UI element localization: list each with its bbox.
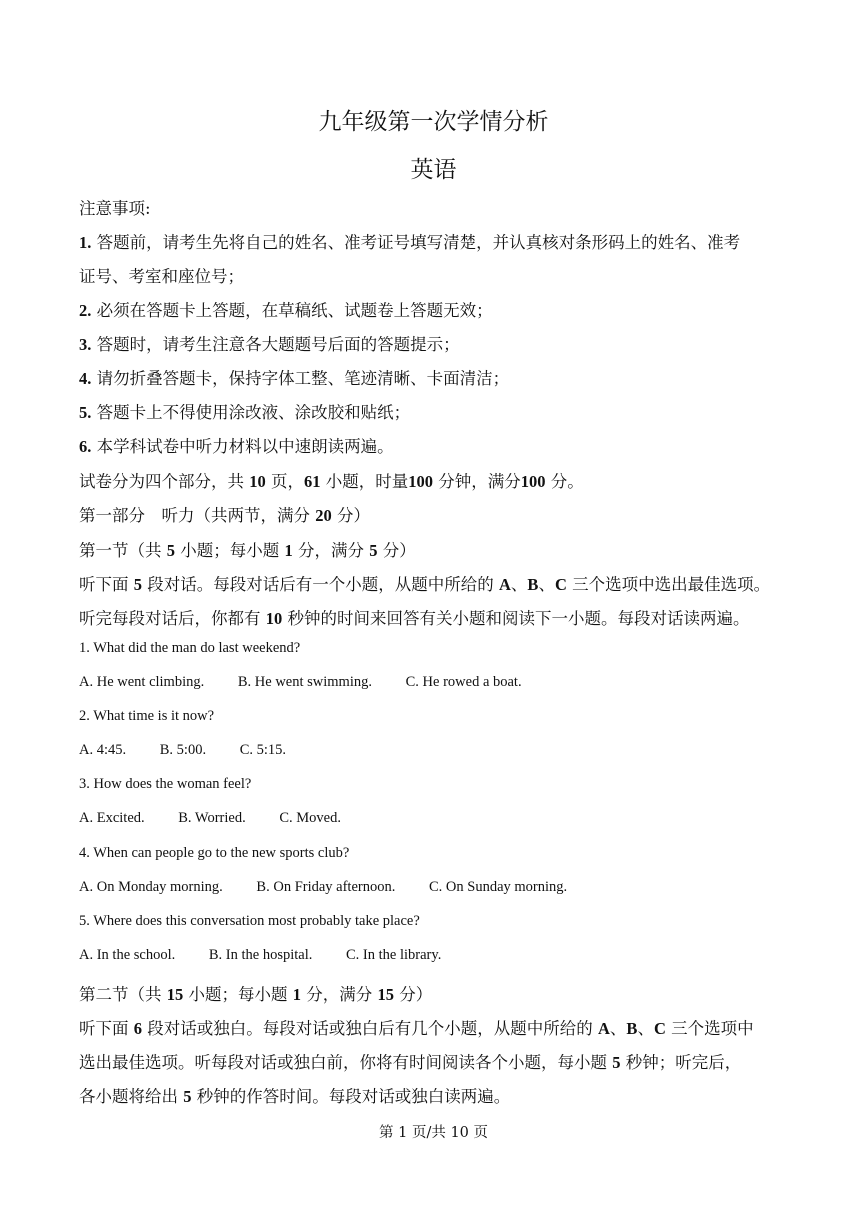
option-letter: B <box>527 575 539 594</box>
section-2-instruction-3 <box>79 1083 510 1107</box>
instruction-text: 听下面 <box>79 1019 129 1038</box>
notice-item-number: 3. <box>79 335 92 354</box>
section-2-text: 分，满分 <box>306 985 373 1004</box>
option-b: B. He went swimming. <box>237 674 372 690</box>
option-c: C. Moved. <box>279 810 341 826</box>
section-2-text: 分） <box>399 985 433 1004</box>
page-footer: 第 1 页/共 10 页 <box>379 1125 488 1141</box>
instruction-text: 段对话或独白。每段对话或独白后有几个小题，从题中所给的 <box>147 1019 593 1038</box>
notice-item-number: 1. <box>79 233 92 252</box>
option-c: C. He rowed a boat. <box>405 674 522 690</box>
section-2-text: 小题；每小题 <box>188 985 288 1004</box>
question-4: 4. When can people go to the new sports club? <box>79 845 350 861</box>
summary-text: 页， <box>271 472 304 491</box>
option-a: A. He went climbing. <box>79 674 205 690</box>
option-a: A. Excited. <box>79 810 145 826</box>
question-5: 5. Where does this conversation most probably take place? <box>79 913 420 929</box>
instruction-number: 5 <box>183 1087 192 1106</box>
option-letter: A <box>598 1019 610 1038</box>
subject-title: 英语 <box>410 157 457 183</box>
part-1-heading <box>79 502 370 526</box>
summary-time: 100 <box>408 472 433 491</box>
option-letter: B <box>626 1019 638 1038</box>
instruction-text: 秒钟的作答时间。每段对话或独白读两遍。 <box>196 1087 511 1106</box>
instruction-text: 听下面 <box>79 575 129 594</box>
notice-item-5 <box>79 399 410 423</box>
section-2-total: 15 <box>377 985 394 1004</box>
section-1-text: 第一节（共 <box>79 541 162 560</box>
part-1-text: 第一部分 听力（共两节，满分 <box>79 506 310 525</box>
section-2-instruction-2 <box>79 1049 741 1073</box>
instruction-text: 各小题将给出 <box>79 1087 178 1106</box>
notice-item-text: 答题前，请考生先将自己的姓名、准考证号填写清楚，并认真核对条形码上的姓名、准考 <box>96 233 741 252</box>
notice-item-number: 6. <box>79 437 92 456</box>
question-2-options <box>79 742 316 759</box>
option-a: A. 4:45. <box>79 742 127 758</box>
instruction-text: 段对话。每段对话后有一个小题，从题中所给的 <box>147 575 494 594</box>
question-1-options <box>79 674 552 691</box>
separator: 、 <box>637 1019 654 1038</box>
instruction-text: 三个选项中 <box>671 1019 754 1038</box>
instruction-text: 秒钟的时间来回答有关小题和阅读下一小题。每段对话读两遍。 <box>287 609 750 628</box>
section-2-count: 15 <box>166 985 184 1004</box>
question-1: 1. What did the man do last weekend? <box>79 640 301 656</box>
option-letter: A <box>499 575 511 594</box>
option-letter: C <box>653 1019 666 1038</box>
summary-text: 分。 <box>550 472 584 491</box>
notice-item-6 <box>79 433 394 457</box>
section-1-text: 小题；每小题 <box>180 541 280 560</box>
notice-item-text: 必须在答题卡上答题，在草稿纸、试题卷上答题无效； <box>96 301 493 320</box>
section-1-each: 1 <box>284 541 293 560</box>
instruction-number: 6 <box>133 1019 142 1038</box>
summary-text: 小题，时量 <box>325 472 409 491</box>
option-c: C. On Sunday morning. <box>428 879 568 895</box>
instruction-text: 选出最佳选项。听每段对话或独白前，你将有时间阅读各个小题，每小题 <box>79 1053 607 1072</box>
notice-item-4 <box>79 365 509 389</box>
option-b: B. On Friday afternoon. <box>256 879 396 895</box>
notice-item-2 <box>79 297 493 321</box>
section-1-text: 分） <box>382 541 416 560</box>
summary-score: 100 <box>520 472 546 491</box>
summary-text: 试卷分为四个部分，共 <box>79 472 244 491</box>
notice-item-text: 本学科试卷中听力材料以中速朗读两遍。 <box>96 437 394 456</box>
option-b: B. Worried. <box>178 810 246 826</box>
notice-item-text: 答题时，请考生注意各大题题号后面的答题提示； <box>96 335 460 354</box>
section-2-text: 第二节（共 <box>79 985 162 1004</box>
notice-item-number: 4. <box>79 369 92 388</box>
notice-item-text: 答题卡上不得使用涂改液、涂改胶和贴纸； <box>96 403 411 422</box>
section-2-heading <box>79 981 432 1005</box>
notice-item-3 <box>79 331 460 355</box>
section-1-text: 分，满分 <box>298 541 364 560</box>
notice-heading: 注意事项: <box>79 199 151 218</box>
notice-item-number: 5. <box>79 403 92 422</box>
question-2: 2. What time is it now? <box>79 708 215 724</box>
section-1-count: 5 <box>166 541 175 560</box>
part-1-score: 20 <box>315 506 332 525</box>
summary-text: 分钟，满分 <box>438 472 521 491</box>
separator: 、 <box>538 575 555 594</box>
notice-item-1 <box>79 229 740 253</box>
option-letter: C <box>554 575 567 594</box>
summary-questions: 61 <box>304 472 321 491</box>
summary-pages: 10 <box>249 472 266 491</box>
instruction-text: 听完每段对话后，你都有 <box>79 609 261 628</box>
instruction-number: 5 <box>612 1053 621 1072</box>
option-b: B. In the hospital. <box>208 947 313 963</box>
option-a: A. In the school. <box>79 947 176 963</box>
option-b: B. 5:00. <box>159 742 207 758</box>
option-a: A. On Monday morning. <box>79 879 223 895</box>
question-3-options <box>79 810 371 827</box>
notice-item-number: 2. <box>79 301 92 320</box>
exam-summary <box>79 468 584 492</box>
question-5-options <box>79 947 471 964</box>
instruction-number: 10 <box>265 609 283 628</box>
section-2-each: 1 <box>292 985 301 1004</box>
separator: 、 <box>609 1019 627 1038</box>
option-c: C. In the library. <box>346 947 442 963</box>
notice-item-text: 请勿折叠答题卡，保持字体工整、笔迹清晰、卡面清洁； <box>96 369 510 388</box>
section-1-total: 5 <box>369 541 378 560</box>
section-1-instruction-1 <box>79 571 770 595</box>
instruction-number: 5 <box>133 575 142 594</box>
part-1-text: 分） <box>337 506 370 525</box>
separator: 、 <box>510 575 528 594</box>
question-4-options <box>79 879 597 896</box>
exam-title: 九年级第一次学情分析 <box>318 109 549 135</box>
instruction-text: 秒钟；听完后， <box>625 1053 742 1072</box>
notice-item-1-cont: 证号、考室和座位号； <box>79 267 244 286</box>
section-2-instruction-1 <box>79 1015 754 1039</box>
instruction-text: 三个选项中选出最佳选项。 <box>572 575 771 594</box>
option-c: C. 5:15. <box>239 742 287 758</box>
section-1-heading <box>79 537 416 561</box>
question-3: 3. How does the woman feel? <box>79 776 252 792</box>
section-1-instruction-2 <box>79 605 750 629</box>
